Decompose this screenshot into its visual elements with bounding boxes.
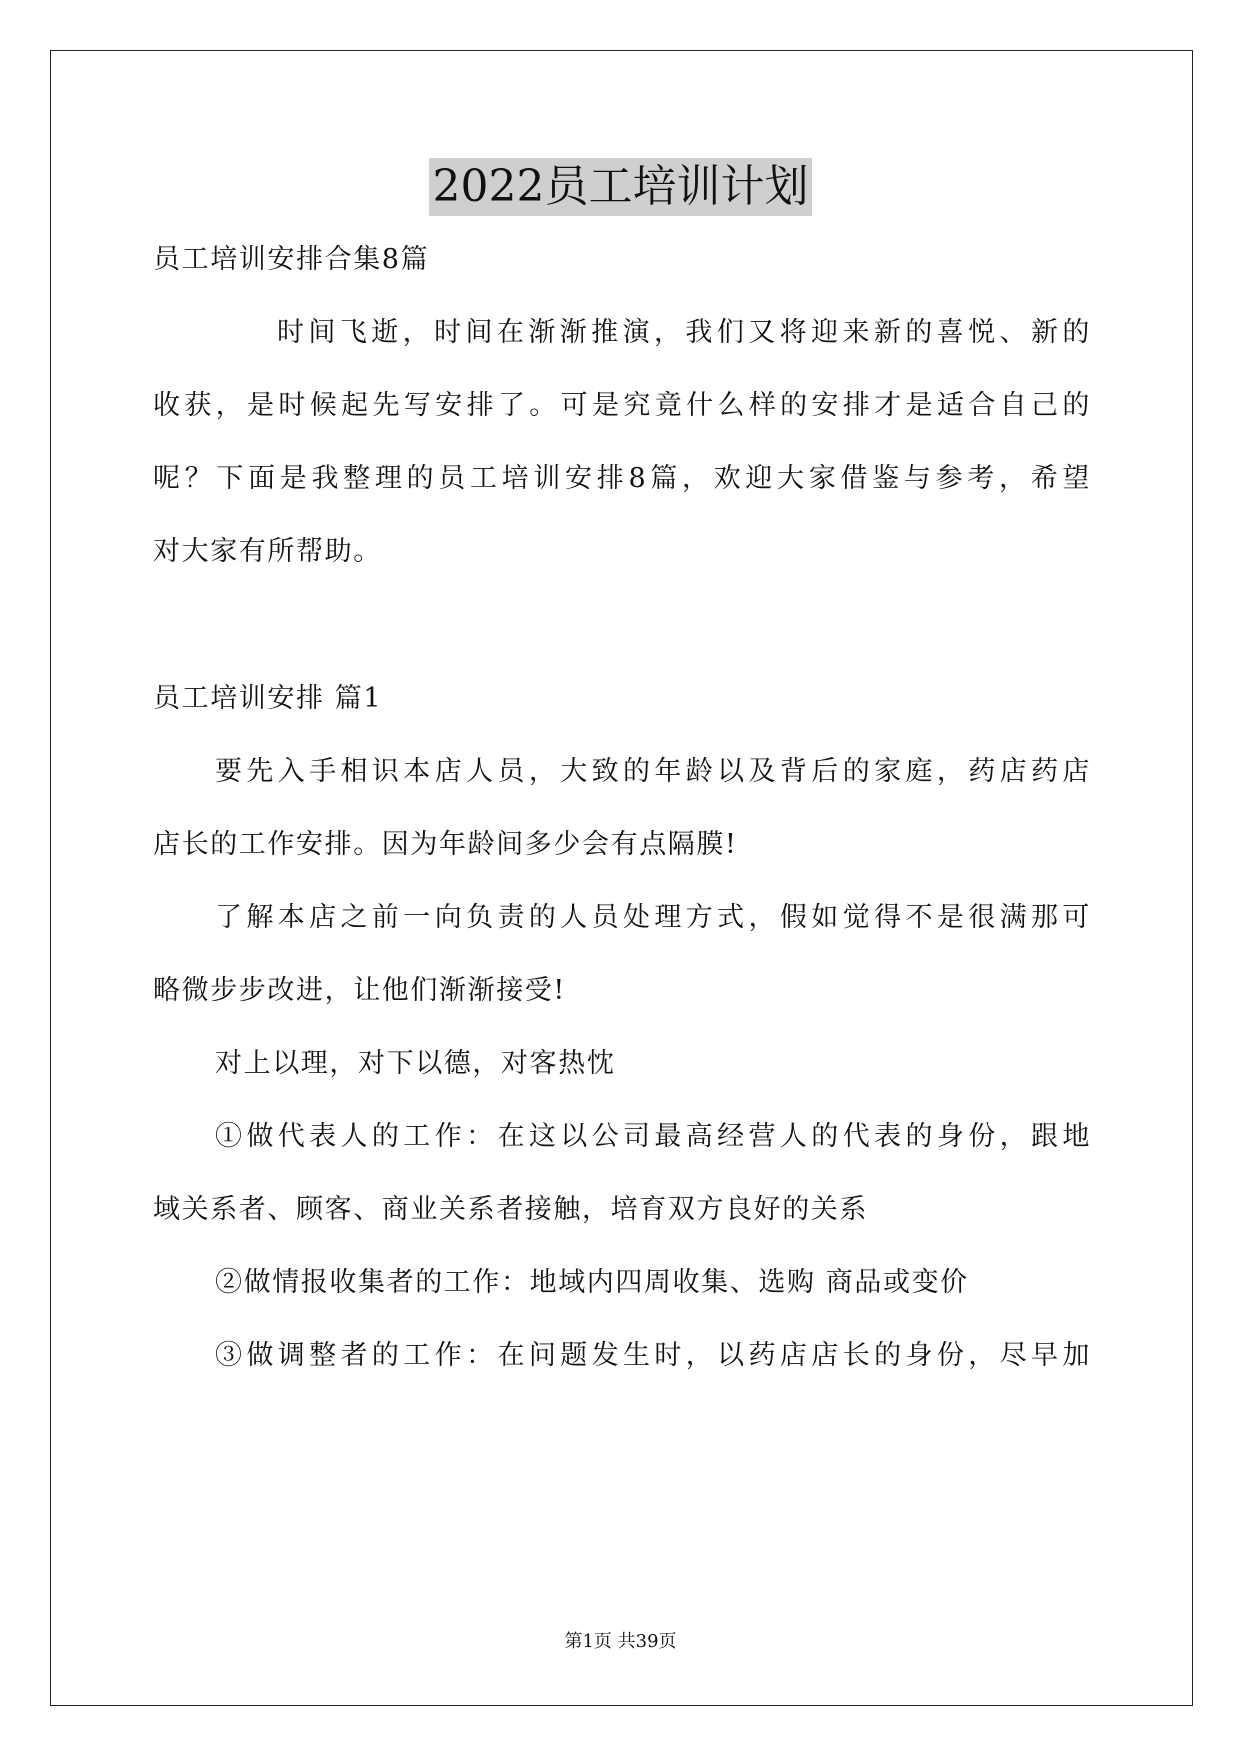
body-line-4: 略微步步改进，让他们渐渐接受! [153,975,566,1006]
body-line-7: 域关系者、顾客、商业关系者接触，培育双方良好的关系 [153,1194,868,1225]
page-border [50,50,1193,1706]
body-line-6: ①做代表人的工作：在这以公司最高经营人的代表的身份，跟地 [215,1121,1091,1152]
body-line-3: 了解本店之前一向负责的人员处理方式，假如觉得不是很满那可 [215,902,1091,933]
intro-line-1: 时间飞逝，时间在渐渐推演，我们又将迎来新的喜悦、新的 [277,317,1091,348]
intro-line-3: 呢？下面是我整理的员工培训安排8篇，欢迎大家借鉴与参考，希望 [153,463,1091,494]
body-line-5: 对上以理，对下以德，对客热忱 [215,1048,616,1079]
intro-line-4: 对大家有所帮助。 [153,536,382,567]
intro-line-2: 收获，是时候起先写安排了。可是究竟什么样的安排才是适合自己的 [153,390,1091,421]
section-heading: 员工培训安排 篇1 [153,683,383,714]
body-line-2: 店长的工作安排。因为年龄间多少会有点隔膜! [153,829,738,860]
document-title: 2022员工培训计划 [429,158,813,216]
body-line-1: 要先入手相识本店人员，大致的年龄以及背后的家庭，药店药店 [215,756,1091,787]
body-line-8: ②做情报收集者的工作：地域内四周收集、选购 商品或变价 [215,1267,969,1298]
title-container [0,158,1241,216]
document-subtitle: 员工培训安排合集8篇 [153,244,430,275]
page-footer: 第1页 共39页 [564,1631,677,1652]
body-line-9: ③做调整者的工作：在问题发生时，以药店店长的身份，尽早加 [215,1340,1091,1371]
